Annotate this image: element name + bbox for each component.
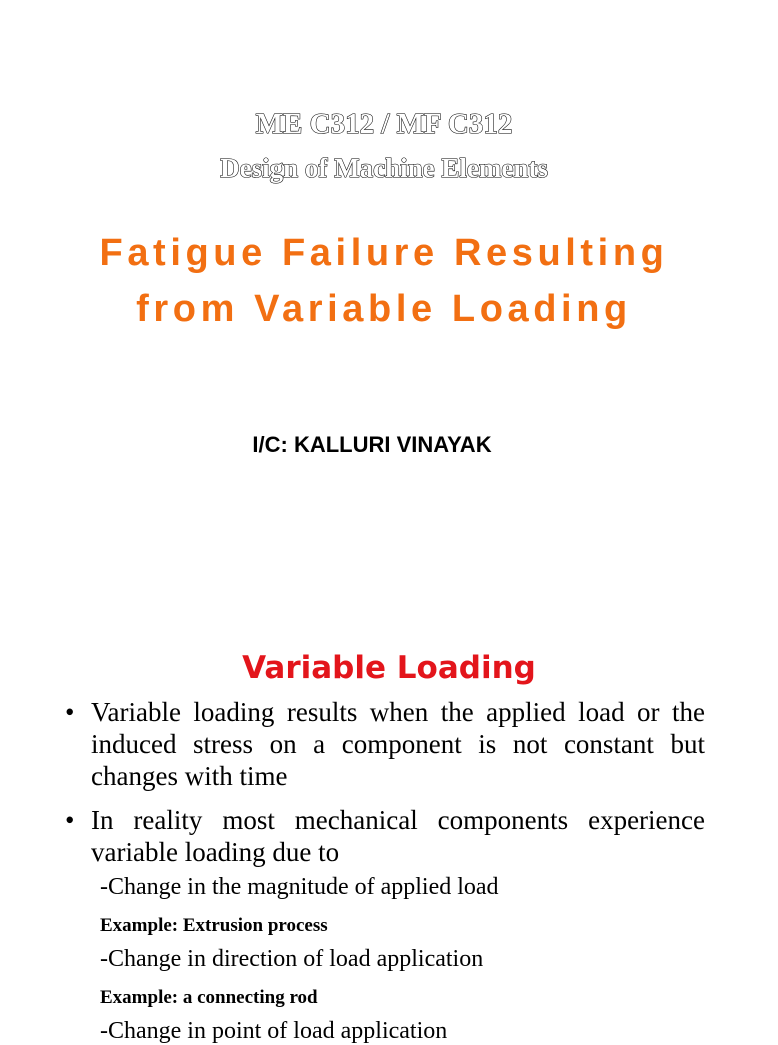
sub-item: -Change in the magnitude of applied load — [100, 874, 499, 900]
sub-item: -Change in point of load application — [100, 1018, 448, 1044]
example-text: Example: Extrusion process — [100, 915, 328, 936]
title-line-2: from Variable Loading — [136, 288, 632, 330]
bullet-text: Variable loading results when the applied load or the induced stress on a component is not constant but changes with time — [91, 697, 705, 791]
bullet-item — [65, 804, 705, 868]
course-code: ME C312 / MF C312 — [255, 108, 513, 140]
sub-item: -Change in direction of load application — [100, 946, 484, 972]
bullet-dot: • — [65, 697, 75, 727]
bullet-dot: • — [65, 805, 75, 835]
bullet-item — [65, 696, 705, 792]
section-title: Variable Loading — [242, 650, 536, 686]
instructor-name: I/C: KALLURI VINAYAK — [252, 432, 492, 457]
bullet-text: In reality most mechanical components experience variable loading due to — [91, 805, 705, 867]
example-text: Example: a connecting rod — [100, 987, 318, 1008]
presentation-title — [0, 225, 768, 337]
title-line-1: Fatigue Failure Resulting — [99, 232, 669, 274]
content-slide — [0, 560, 768, 1044]
course-name: Design of Machine Elements — [220, 153, 548, 183]
